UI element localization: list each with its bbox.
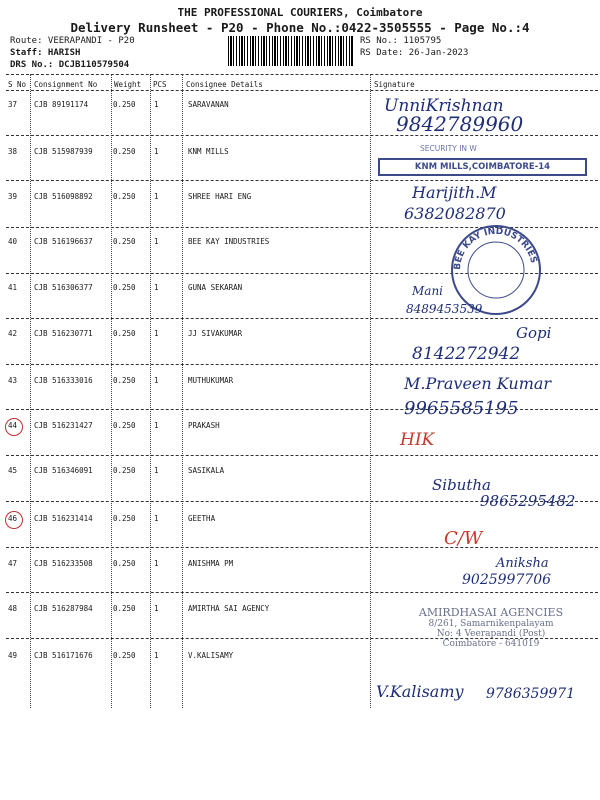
row-weight: 0.250 (113, 192, 136, 201)
table-row (0, 514, 600, 526)
row-consignee: BEE KAY INDUSTRIES (188, 237, 270, 246)
col-header-sno: S No (8, 80, 27, 89)
signature-phone: 8489453539 (406, 302, 483, 316)
signature-phone: 9842789960 (396, 112, 524, 136)
row-sno: 45 (8, 466, 18, 475)
row-consignment: CJB 516306377 (34, 283, 93, 292)
signature-name: M.Praveen Kumar (404, 374, 552, 393)
document-subtitle: Delivery Runsheet - P20 - Phone No.:0422-3505555 - Page No.:4 (70, 20, 530, 35)
handwritten-circle-mark (5, 418, 23, 436)
row-consignment: CJB 516287984 (34, 604, 93, 613)
table-row (0, 192, 600, 204)
signature-name: V.Kalisamy (376, 682, 464, 701)
row-sno: 48 (8, 604, 18, 613)
row-consignment: CJB 516231427 (34, 421, 93, 430)
row-sno: 41 (8, 283, 18, 292)
row-weight: 0.250 (113, 559, 136, 568)
row-rule (6, 318, 598, 319)
table-row (0, 421, 600, 433)
drs-number: DRS No.: DCJB110579504 (10, 60, 130, 70)
col-header-signature: Signature (374, 80, 415, 89)
row-consignment: CJB 516231414 (34, 514, 93, 523)
col-header-consignment: Consignment No (34, 80, 98, 89)
signature-name: UnniKrishnan (384, 96, 504, 116)
row-consignment: CJB 516233508 (34, 559, 93, 568)
row-consignment: CJB 89191174 (34, 100, 89, 109)
row-pcs: 1 (154, 466, 159, 475)
signature-initials: HIK (400, 430, 435, 450)
row-consignee: SARAVANAN (188, 100, 229, 109)
row-sno: 42 (8, 329, 18, 338)
row-pcs: 1 (154, 147, 159, 156)
row-consignment: CJB 516230771 (34, 329, 93, 338)
row-consignment: CJB 516196637 (34, 237, 93, 246)
row-rule (6, 364, 598, 365)
row-pcs: 1 (154, 329, 159, 338)
row-sno: 46 (8, 514, 18, 523)
amirdhasai-address-2: No: 4 Veerapandi (Post) (436, 629, 546, 639)
row-pcs: 1 (154, 283, 159, 292)
row-rule (6, 455, 598, 456)
header-rule (6, 90, 598, 91)
table-top-rule (6, 74, 598, 75)
row-sno: 43 (8, 376, 18, 385)
rs-date: RS Date: 26-Jan-2023 (360, 48, 469, 58)
col-header-weight: Weight (114, 80, 142, 89)
signature-phone: 9865295482 (480, 492, 576, 510)
table-row (0, 100, 600, 112)
amirdhasai-address-3: Coimbatore - 641019 (442, 639, 540, 649)
row-consignment: CJB 516098892 (34, 192, 93, 201)
row-weight: 0.250 (113, 237, 136, 246)
row-weight: 0.250 (113, 514, 136, 523)
row-pcs: 1 (154, 100, 159, 109)
row-sno: 37 (8, 100, 18, 109)
row-weight: 0.250 (113, 466, 136, 475)
row-consignee: ANISHMA PM (188, 559, 234, 568)
table-row (0, 329, 600, 341)
amirdhasai-address-1: 8/261, Samarnikenpalayam (428, 619, 554, 629)
row-consignee: AMIRTHA SAI AGENCY (188, 604, 270, 613)
row-consignee: SASIKALA (188, 466, 225, 475)
row-sno: 39 (8, 192, 18, 201)
amirdhasai-name: AMIRDHASAI AGENCIES (418, 606, 564, 619)
knm-mills-stamp: KNM MILLS,COIMBATORE-14 (378, 158, 587, 176)
row-weight: 0.250 (113, 100, 136, 109)
table-row (0, 651, 600, 663)
col-header-consignee: Consignee Details (186, 80, 263, 89)
signature-name: Sibutha (432, 476, 491, 494)
row-weight: 0.250 (113, 147, 136, 156)
row-consignment: CJB 515987939 (34, 147, 93, 156)
signature-phone: 9786359971 (486, 686, 576, 702)
col-header-pcs: PCS (153, 80, 167, 89)
svg-text:BEE KAY INDUSTRIES: BEE KAY INDUSTRIES (452, 226, 539, 271)
row-consignment: CJB 516346091 (34, 466, 93, 475)
knm-stamp-subtext: SECURITY IN W (420, 144, 477, 153)
signature-name: Aniksha (496, 556, 549, 571)
barcode-image (228, 36, 354, 66)
signature-phone: 6382082870 (404, 204, 506, 223)
row-consignment: CJB 516171676 (34, 651, 93, 660)
table-row (0, 466, 600, 478)
row-consignee: GUNA SEKARAN (188, 283, 243, 292)
row-sno: 40 (8, 237, 18, 246)
row-sno: 38 (8, 147, 18, 156)
signature-phone: 9025997706 (462, 572, 552, 588)
signature-phone: 8142272942 (412, 344, 521, 364)
row-pcs: 1 (154, 376, 159, 385)
amirdhasai-stamp (396, 606, 586, 649)
row-sno: 47 (8, 559, 18, 568)
signature-name: Harijith.M (412, 183, 497, 202)
row-sno: 44 (8, 421, 18, 430)
row-consignee: JJ SIVAKUMAR (188, 329, 243, 338)
staff-label: Staff: HARISH (10, 48, 81, 58)
row-rule (6, 547, 598, 548)
row-pcs: 1 (154, 651, 159, 660)
signature-name: Gopi (516, 324, 552, 342)
row-pcs: 1 (154, 421, 159, 430)
row-consignee: GEETHA (188, 514, 216, 523)
row-consignee: SHREE HARI ENG (188, 192, 252, 201)
row-pcs: 1 (154, 514, 159, 523)
row-weight: 0.250 (113, 283, 136, 292)
signature-name: Mani (412, 284, 444, 298)
row-consignee: KNM MILLS (188, 147, 229, 156)
row-pcs: 1 (154, 559, 159, 568)
row-consignee: PRAKASH (188, 421, 220, 430)
handwritten-note: C/W (444, 528, 483, 549)
row-pcs: 1 (154, 604, 159, 613)
row-consignee: MUTHUKUMAR (188, 376, 234, 385)
row-consignment: CJB 516333016 (34, 376, 93, 385)
row-weight: 0.250 (113, 376, 136, 385)
row-weight: 0.250 (113, 329, 136, 338)
row-pcs: 1 (154, 192, 159, 201)
signature-phone: 9965585195 (404, 398, 519, 419)
row-rule (6, 592, 598, 593)
row-weight: 0.250 (113, 421, 136, 430)
route-label: Route: VEERAPANDI - P20 (10, 36, 135, 46)
row-pcs: 1 (154, 237, 159, 246)
row-weight: 0.250 (113, 651, 136, 660)
document-title: THE PROFESSIONAL COURIERS, Coimbatore (177, 6, 423, 19)
handwritten-circle-mark (5, 511, 23, 529)
row-rule (6, 180, 598, 181)
row-weight: 0.250 (113, 604, 136, 613)
rs-number: RS No.: 1105795 (360, 36, 442, 46)
row-sno: 49 (8, 651, 18, 660)
row-consignee: V.KALISAMY (188, 651, 234, 660)
